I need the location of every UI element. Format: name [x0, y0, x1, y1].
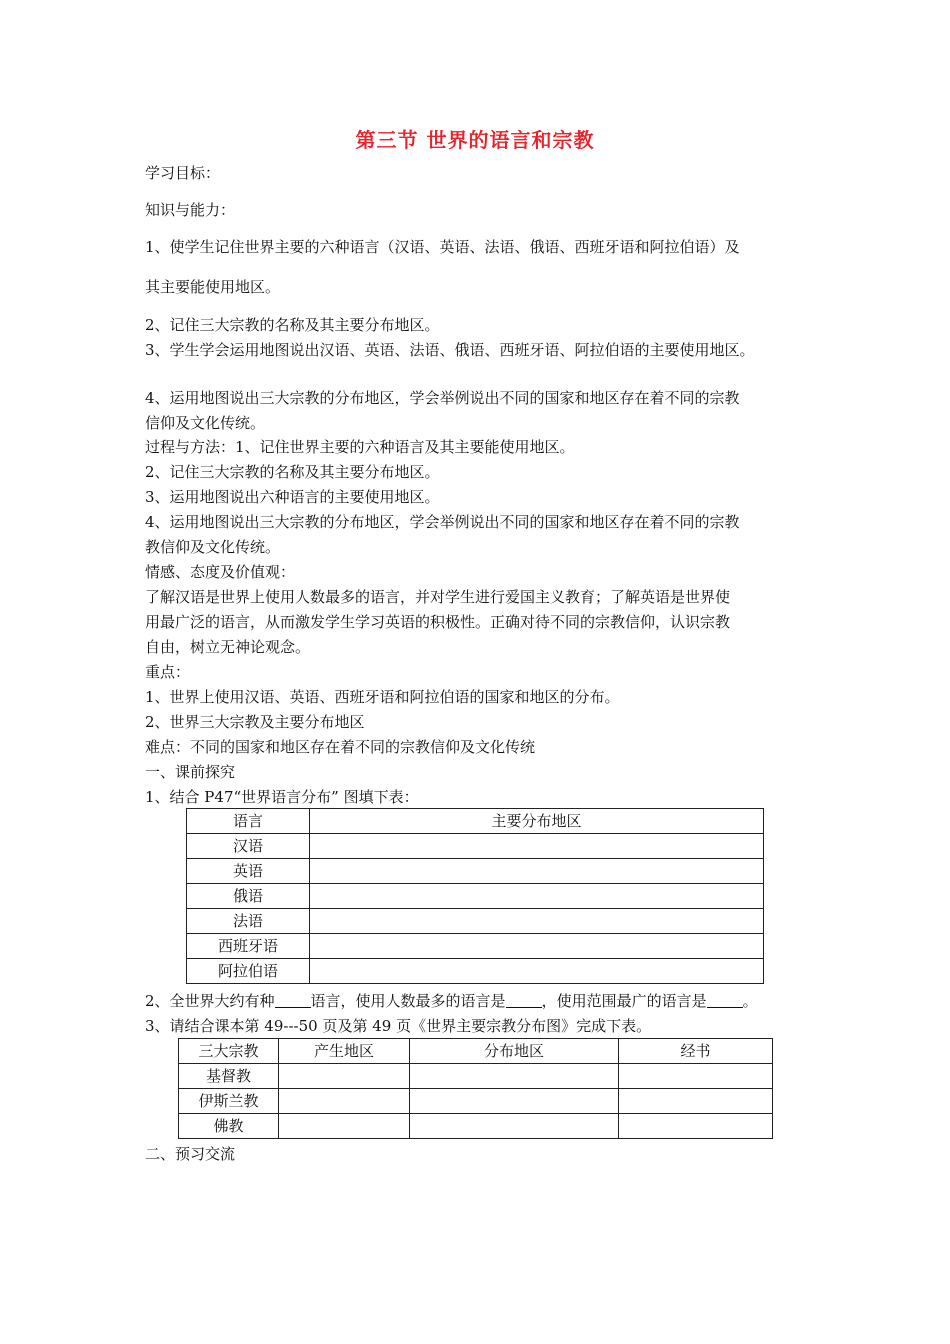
- text-line: 自由，树立无神论观念。: [145, 638, 311, 656]
- difficulty-line: 难点：不同的国家和地区存在着不同的宗教信仰及文化传统: [145, 738, 536, 756]
- answer-cell[interactable]: [619, 1114, 773, 1139]
- text-line: 4、运用地图说出三大宗教的分布地区，学会举例说出不同的国家和地区存在着不同的宗教: [145, 513, 740, 531]
- religion-cell: 基督教: [179, 1064, 279, 1089]
- attitude-values-heading: 情感、态度及价值观：: [145, 563, 296, 581]
- table-header-cell: 经书: [619, 1039, 773, 1064]
- key-points-heading: 重点：: [145, 663, 191, 681]
- table-row: [187, 959, 764, 984]
- answer-cell[interactable]: [410, 1064, 619, 1089]
- text-line: 4、运用地图说出三大宗教的分布地区，学会举例说出不同的国家和地区存在着不同的宗教: [145, 389, 740, 407]
- q2-text: 2、全世界大约有种: [145, 992, 275, 1010]
- text-line: 用最广泛的语言，从而激发学生学习英语的积极性。正确对待不同的宗教信仰，认识宗教: [145, 613, 731, 631]
- language-cell: 法语: [187, 909, 310, 934]
- answer-cell[interactable]: [279, 1064, 410, 1089]
- language-cell: 阿拉伯语: [187, 959, 310, 984]
- answer-cell[interactable]: [310, 909, 764, 934]
- table-row: [179, 1064, 773, 1089]
- answer-cell[interactable]: [310, 884, 764, 909]
- table-row: [179, 1089, 773, 1114]
- table-header-cell: 三大宗教: [179, 1039, 279, 1064]
- answer-cell[interactable]: [619, 1064, 773, 1089]
- question-3: 3、请结合课本第 49---50 页及第 49 页《世界主要宗教分布图》完成下表。: [145, 1017, 652, 1035]
- table-header-cell: 分布地区: [410, 1039, 619, 1064]
- fill-blank[interactable]: [275, 991, 311, 1008]
- question-1: 1、结合 P47“世界语言分布” 图填下表：: [145, 788, 419, 806]
- table-header-row: [179, 1039, 773, 1064]
- religion-cell: 伊斯兰教: [179, 1089, 279, 1114]
- q2-text: 语言，使用人数最多的语言是: [310, 992, 506, 1010]
- fill-blank[interactable]: [506, 991, 542, 1008]
- table-row: [179, 1114, 773, 1139]
- section-heading: 二、预习交流: [145, 1145, 236, 1163]
- learning-goals-heading: 学习目标：: [145, 164, 221, 182]
- q2-text: ，使用范围最广的语言是: [541, 992, 707, 1010]
- language-cell: 西班牙语: [187, 934, 310, 959]
- text-line: 2、记住三大宗教的名称及其主要分布地区。: [145, 463, 440, 481]
- knowledge-ability-heading: 知识与能力：: [145, 201, 236, 219]
- answer-cell[interactable]: [279, 1114, 410, 1139]
- text-line: 2、记住三大宗教的名称及其主要分布地区。: [145, 316, 440, 334]
- text-line: 3、运用地图说出六种语言的主要使用地区。: [145, 488, 440, 506]
- answer-cell[interactable]: [310, 834, 764, 859]
- text-line: 1、世界上使用汉语、英语、西班牙语和阿拉伯语的国家和地区的分布。: [145, 688, 620, 706]
- answer-cell[interactable]: [410, 1114, 619, 1139]
- text-line: 教信仰及文化传统。: [145, 538, 281, 556]
- table-row: [187, 934, 764, 959]
- answer-cell[interactable]: [410, 1089, 619, 1114]
- table-header-cell: 产生地区: [279, 1039, 410, 1064]
- table-row: [187, 909, 764, 934]
- table-row: [187, 884, 764, 909]
- text-line: 2、世界三大宗教及主要分布地区: [145, 713, 365, 731]
- language-table: [186, 808, 764, 984]
- section-heading: 一、课前探究: [145, 763, 236, 781]
- text-line: 1、使学生记住世界主要的六种语言（汉语、英语、法语、俄语、西班牙语和阿拉伯语）及: [145, 238, 740, 256]
- answer-cell[interactable]: [619, 1089, 773, 1114]
- answer-cell[interactable]: [310, 934, 764, 959]
- text-line: 了解汉语是世界上使用人数最多的语言，并对学生进行爱国主义教育；了解英语是世界使: [145, 588, 731, 606]
- text-line: 3、学生学会运用地图说出汉语、英语、法语、俄语、西班牙语、阿拉伯语的主要使用地区。: [145, 341, 755, 359]
- table-row: [187, 859, 764, 884]
- q2-text: 。: [742, 992, 758, 1010]
- text-line: 信仰及文化传统。: [145, 414, 266, 432]
- language-cell: 俄语: [187, 884, 310, 909]
- text-line: 其主要能使用地区。: [145, 278, 281, 296]
- religion-table: [178, 1038, 773, 1139]
- process-method-heading: 过程与方法：1、记住世界主要的六种语言及其主要能使用地区。: [145, 438, 575, 456]
- page-title: 第三节 世界的语言和宗教: [355, 128, 595, 152]
- religion-cell: 佛教: [179, 1114, 279, 1139]
- table-header-row: [187, 809, 764, 834]
- fill-blank[interactable]: [707, 991, 743, 1008]
- answer-cell[interactable]: [279, 1089, 410, 1114]
- language-cell: 英语: [187, 859, 310, 884]
- question-2: [145, 990, 758, 1012]
- language-cell: 汉语: [187, 834, 310, 859]
- table-header-cell: 主要分布地区: [310, 809, 764, 834]
- answer-cell[interactable]: [310, 859, 764, 884]
- table-row: [187, 834, 764, 859]
- answer-cell[interactable]: [310, 959, 764, 984]
- table-header-cell: 语言: [187, 809, 310, 834]
